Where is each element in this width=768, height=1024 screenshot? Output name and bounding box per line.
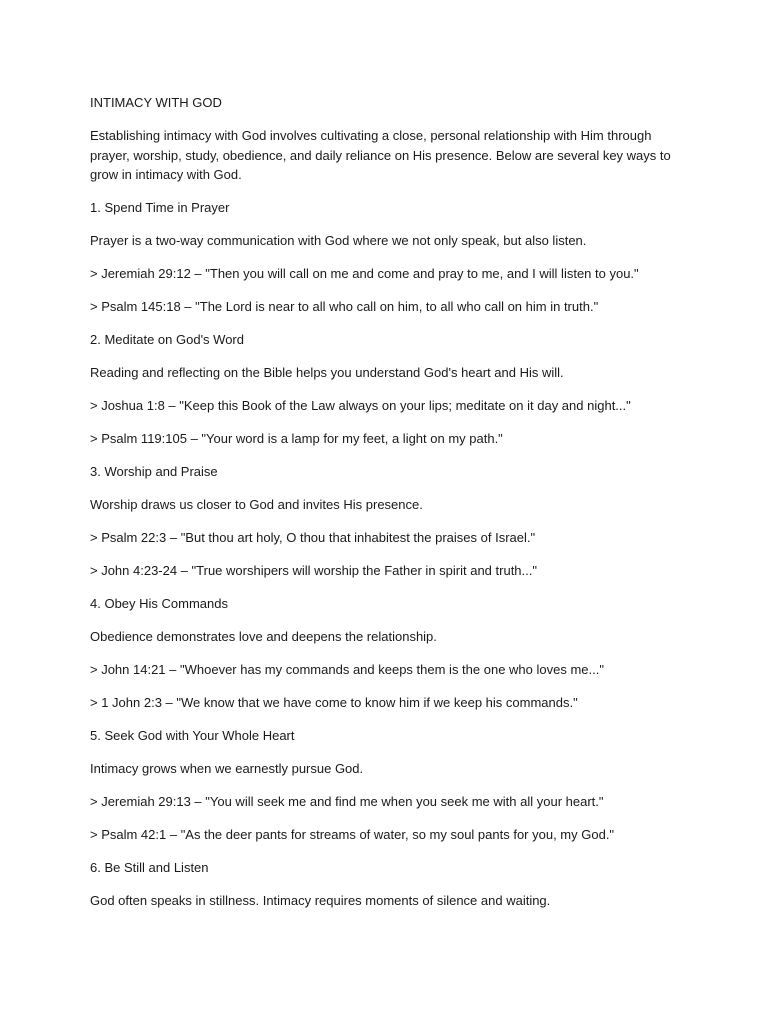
section-prayer (90, 198, 680, 317)
section-obey (90, 594, 680, 713)
document-title: INTIMACY WITH GOD (90, 95, 222, 110)
section-description: Worship draws us closer to God and invites His presence. (90, 496, 423, 512)
section-heading: 5. Seek God with Your Whole Heart (90, 727, 295, 743)
section-be-still (90, 858, 680, 911)
verse-quote: > Psalm 42:1 – "As the deer pants for streams of water, so my soul pants for you, my God." (90, 826, 615, 842)
verse-quote: > Jeremiah 29:12 – "Then you will call on me and come and pray to me, and I will listen to you." (90, 265, 639, 281)
section-meditate (90, 330, 680, 449)
section-heading: 2. Meditate on God's Word (90, 331, 244, 347)
verse-quote: > Psalm 145:18 – "The Lord is near to all who call on him, to all who call on him in truth." (90, 298, 599, 314)
section-worship (90, 462, 680, 581)
verse-quote: > 1 John 2:3 – "We know that we have come to know him if we keep his commands." (90, 694, 578, 710)
section-description: Intimacy grows when we earnestly pursue God. (90, 760, 364, 776)
section-description: Reading and reflecting on the Bible helps you understand God's heart and His will. (90, 364, 564, 380)
intro-paragraph: Establishing intimacy with God involves cultivating a close, personal relationship with Him through prayer, worship, study, obedience, and daily reliance on His presence. Below are several key ways to grow in intimacy with God. (90, 128, 671, 182)
section-description: God often speaks in stillness. Intimacy requires moments of silence and waiting. (90, 892, 551, 908)
section-heading: 3. Worship and Praise (90, 463, 218, 479)
section-description: Obedience demonstrates love and deepens the relationship. (90, 628, 437, 644)
document-page (90, 93, 680, 924)
verse-quote: > John 14:21 – "Whoever has my commands and keeps them is the one who loves me..." (90, 661, 604, 677)
section-description: Prayer is a two-way communication with God where we not only speak, but also listen. (90, 232, 587, 248)
verse-quote: > Jeremiah 29:13 – "You will seek me and find me when you seek me with all your heart." (90, 793, 604, 809)
section-heading: 4. Obey His Commands (90, 595, 228, 611)
section-seek (90, 726, 680, 845)
section-heading: 6. Be Still and Listen (90, 859, 209, 875)
verse-quote: > Psalm 22:3 – "But thou art holy, O thou that inhabitest the praises of Israel." (90, 529, 536, 545)
verse-quote: > John 4:23-24 – "True worshipers will worship the Father in spirit and truth..." (90, 562, 537, 578)
section-heading: 1. Spend Time in Prayer (90, 199, 230, 215)
verse-quote: > Joshua 1:8 – "Keep this Book of the Law always on your lips; meditate on it day and night..." (90, 397, 631, 413)
verse-quote: > Psalm 119:105 – "Your word is a lamp for my feet, a light on my path." (90, 430, 503, 446)
